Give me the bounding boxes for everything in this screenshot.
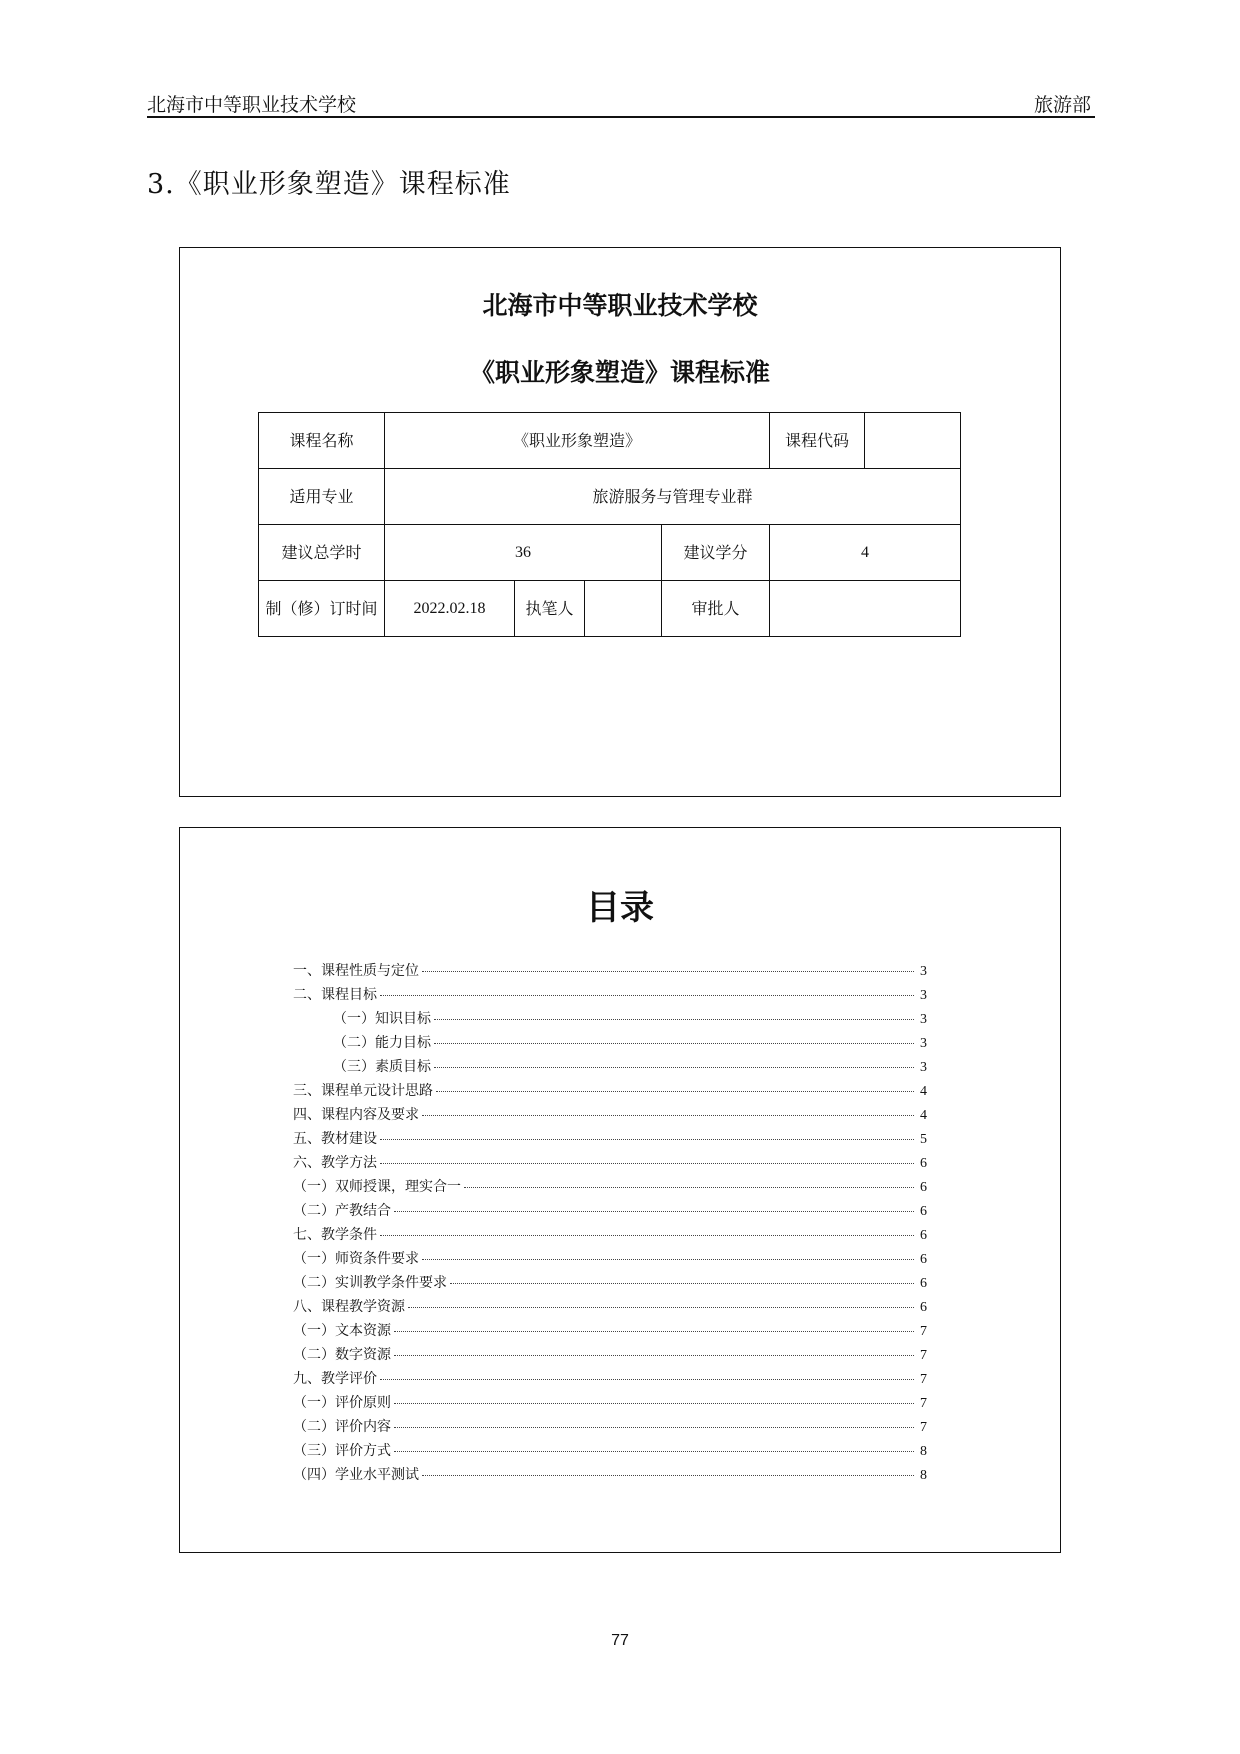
major-value: 旅游服务与管理专业群 — [385, 469, 961, 525]
section-title: 3.《职业形象塑造》课程标准 — [147, 169, 511, 200]
toc-entry[interactable]: 七、教学条件 6 — [293, 1227, 927, 1243]
author-label: 执笔人 — [515, 581, 585, 637]
header-dept: 旅游部 — [1033, 94, 1091, 116]
toc-entry[interactable]: 九、教学评价 7 — [293, 1371, 927, 1387]
toc-entry[interactable]: （一）文本资源 7 — [293, 1323, 927, 1339]
table-of-contents — [293, 960, 927, 1488]
table-row — [259, 413, 961, 469]
page-number: 77 — [611, 1632, 629, 1649]
toc-entry[interactable]: （四）学业水平测试 8 — [293, 1467, 927, 1483]
toc-entry[interactable]: 五、教材建设 5 — [293, 1131, 927, 1147]
approver-value — [770, 581, 961, 637]
course-code-value — [865, 413, 961, 469]
author-value — [585, 581, 662, 637]
table-row — [259, 525, 961, 581]
cover-page-frame — [179, 247, 1061, 797]
toc-entry[interactable]: （二）评价内容 7 — [293, 1419, 927, 1435]
header-school: 北海市中等职业技术学校 — [147, 94, 357, 116]
toc-entry[interactable]: 八、课程教学资源 6 — [293, 1299, 927, 1315]
table-row — [259, 581, 961, 637]
toc-entry[interactable]: （三）素质目标 3 — [333, 1059, 927, 1075]
toc-page-frame — [179, 827, 1061, 1553]
cover-school-name: 北海市中等职业技术学校 — [482, 291, 758, 320]
toc-entry[interactable]: 一、课程性质与定位 3 — [293, 963, 927, 979]
toc-entry[interactable]: （一）知识目标 3 — [333, 1011, 927, 1027]
toc-entry[interactable]: （一）双师授课，理实合一 6 — [293, 1179, 927, 1195]
toc-entry[interactable]: （二）数字资源 7 — [293, 1347, 927, 1363]
course-name-value: 《职业形象塑造》 — [385, 413, 770, 469]
table-row — [259, 469, 961, 525]
toc-entry[interactable]: （三）评价方式 8 — [293, 1443, 927, 1459]
date-label: 制（修）订时间 — [259, 581, 385, 637]
page-header — [147, 86, 1095, 118]
credits-value: 4 — [770, 525, 961, 581]
toc-entry[interactable]: （二）能力目标 3 — [333, 1035, 927, 1051]
toc-entry[interactable]: （一）评价原则 7 — [293, 1395, 927, 1411]
credits-label: 建议学分 — [662, 525, 770, 581]
course-name-label: 课程名称 — [259, 413, 385, 469]
hours-value: 36 — [385, 525, 662, 581]
toc-entry[interactable]: （二）实训教学条件要求 6 — [293, 1275, 927, 1291]
course-info-table — [258, 412, 961, 637]
course-code-label: 课程代码 — [770, 413, 865, 469]
toc-entry[interactable]: （二）产教结合 6 — [293, 1203, 927, 1219]
date-value: 2022.02.18 — [385, 581, 515, 637]
major-label: 适用专业 — [259, 469, 385, 525]
toc-entry[interactable]: （一）师资条件要求 6 — [293, 1251, 927, 1267]
toc-entry[interactable]: 三、课程单元设计思路 4 — [293, 1083, 927, 1099]
hours-label: 建议总学时 — [259, 525, 385, 581]
toc-entry[interactable]: 六、教学方法 6 — [293, 1155, 927, 1171]
toc-entry[interactable]: 四、课程内容及要求 4 — [293, 1107, 927, 1123]
cover-course-title: 《职业形象塑造》课程标准 — [469, 358, 770, 387]
toc-entry[interactable]: 二、课程目标 3 — [293, 987, 927, 1003]
approver-label: 审批人 — [662, 581, 770, 637]
toc-title: 目录 — [586, 888, 654, 928]
